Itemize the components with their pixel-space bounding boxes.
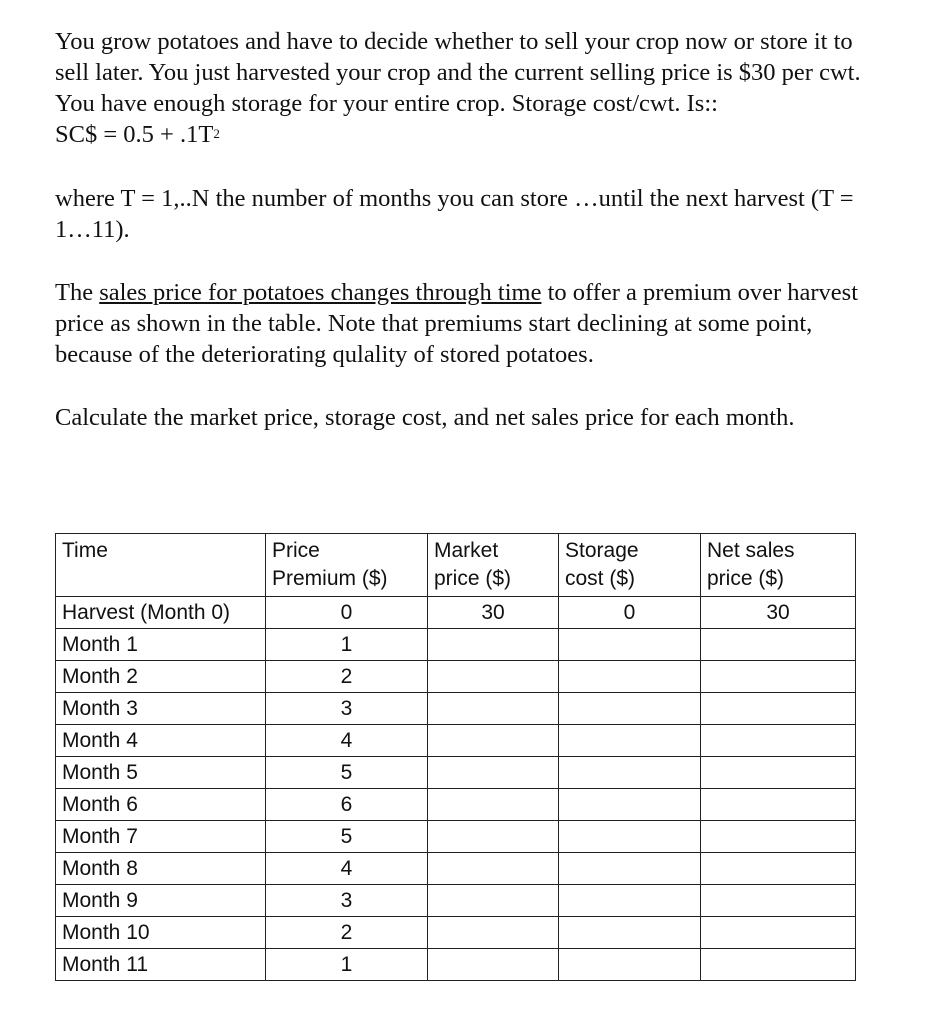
cell-net-sales-price[interactable] bbox=[701, 661, 856, 693]
header-time: Time bbox=[56, 534, 266, 597]
storage-cost-formula bbox=[55, 119, 885, 150]
cell-price-premium: 1 bbox=[266, 629, 428, 661]
cell-price-premium: 4 bbox=[266, 853, 428, 885]
table-row bbox=[56, 949, 856, 981]
cell-price-premium: 4 bbox=[266, 725, 428, 757]
intro-paragraph: You grow potatoes and have to decide whether to sell your crop now or store it to sell later. You just harvested your crop and the current selling price is $30 per cwt. You have enough storage for your entire crop. Storage cost/cwt. Is:: bbox=[55, 28, 861, 117]
problem-text bbox=[55, 26, 885, 433]
sales-lead: The bbox=[55, 279, 100, 306]
cell-storage-cost[interactable] bbox=[559, 789, 701, 821]
cell-storage-cost[interactable] bbox=[559, 917, 701, 949]
cell-market-price[interactable] bbox=[428, 821, 559, 853]
table-row bbox=[56, 917, 856, 949]
cell-market-price[interactable] bbox=[428, 693, 559, 725]
cell-time-label: Month 4 bbox=[56, 725, 266, 757]
cell-market-price[interactable] bbox=[428, 661, 559, 693]
cell-storage-cost[interactable] bbox=[559, 629, 701, 661]
cell-time-label: Month 8 bbox=[56, 853, 266, 885]
cell-time-label: Month 2 bbox=[56, 661, 266, 693]
potato-price-table bbox=[55, 533, 856, 981]
table-row bbox=[56, 757, 856, 789]
cell-storage-cost[interactable] bbox=[559, 661, 701, 693]
cell-time-label: Month 5 bbox=[56, 757, 266, 789]
cell-market-price[interactable] bbox=[428, 885, 559, 917]
table-row bbox=[56, 725, 856, 757]
cell-storage-cost[interactable] bbox=[559, 853, 701, 885]
cell-storage-cost[interactable] bbox=[559, 725, 701, 757]
cell-market-price[interactable] bbox=[428, 757, 559, 789]
table-row bbox=[56, 885, 856, 917]
where-paragraph: where T = 1,..N the number of months you can store …until the next harvest (T = 1…11). bbox=[55, 185, 854, 243]
header-market-price: Market price ($) bbox=[428, 534, 559, 597]
table-row bbox=[56, 789, 856, 821]
cell-price-premium: 5 bbox=[266, 757, 428, 789]
instruction-paragraph: Calculate the market price, storage cost, and net sales price for each month. bbox=[55, 404, 795, 431]
cell-price-premium: 3 bbox=[266, 885, 428, 917]
cell-market-price[interactable] bbox=[428, 725, 559, 757]
cell-net-sales-price[interactable] bbox=[701, 917, 856, 949]
cell-price-premium: 1 bbox=[266, 949, 428, 981]
cell-market-price[interactable] bbox=[428, 789, 559, 821]
formula-text: SC$ = 0.5 + .1T bbox=[55, 121, 214, 148]
cell-net-sales-price[interactable] bbox=[701, 885, 856, 917]
cell-storage-cost[interactable] bbox=[559, 821, 701, 853]
cell-market-price[interactable] bbox=[428, 629, 559, 661]
cell-time-label: Month 7 bbox=[56, 821, 266, 853]
cell-time-label: Harvest (Month 0) bbox=[56, 597, 266, 629]
cell-market-price[interactable] bbox=[428, 949, 559, 981]
table-row bbox=[56, 853, 856, 885]
cell-time-label: Month 1 bbox=[56, 629, 266, 661]
table-row bbox=[56, 597, 856, 629]
header-price-premium: Price Premium ($) bbox=[266, 534, 428, 597]
header-storage-cost: Storage cost ($) bbox=[559, 534, 701, 597]
table-row bbox=[56, 693, 856, 725]
header-net-sales-price: Net sales price ($) bbox=[701, 534, 856, 597]
table-row bbox=[56, 821, 856, 853]
cell-time-label: Month 3 bbox=[56, 693, 266, 725]
table-row bbox=[56, 661, 856, 693]
sales-paragraph bbox=[55, 277, 885, 370]
cell-net-sales-price[interactable] bbox=[701, 757, 856, 789]
table-row bbox=[56, 629, 856, 661]
cell-price-premium: 6 bbox=[266, 789, 428, 821]
cell-net-sales-price[interactable] bbox=[701, 853, 856, 885]
cell-market-price[interactable] bbox=[428, 917, 559, 949]
cell-net-sales-price[interactable] bbox=[701, 821, 856, 853]
cell-price-premium: 3 bbox=[266, 693, 428, 725]
sales-rest: to offer a premium over harvest price as shown in the table. Note that premiums start declining at some point, because of the deteriorating qulality of stored potatoes. bbox=[55, 279, 859, 368]
cell-market-price[interactable] bbox=[428, 853, 559, 885]
cell-time-label: Month 6 bbox=[56, 789, 266, 821]
cell-net-sales-price: 30 bbox=[701, 597, 856, 629]
cell-net-sales-price[interactable] bbox=[701, 789, 856, 821]
cell-storage-cost: 0 bbox=[559, 597, 701, 629]
cell-storage-cost[interactable] bbox=[559, 949, 701, 981]
cell-storage-cost[interactable] bbox=[559, 885, 701, 917]
table-header-row bbox=[56, 534, 856, 597]
cell-price-premium: 2 bbox=[266, 917, 428, 949]
cell-net-sales-price[interactable] bbox=[701, 693, 856, 725]
cell-net-sales-price[interactable] bbox=[701, 629, 856, 661]
cell-price-premium: 5 bbox=[266, 821, 428, 853]
cell-net-sales-price[interactable] bbox=[701, 725, 856, 757]
cell-time-label: Month 10 bbox=[56, 917, 266, 949]
cell-time-label: Month 9 bbox=[56, 885, 266, 917]
formula-exponent: 2 bbox=[213, 126, 220, 141]
cell-time-label: Month 11 bbox=[56, 949, 266, 981]
cell-price-premium: 2 bbox=[266, 661, 428, 693]
cell-market-price: 30 bbox=[428, 597, 559, 629]
cell-price-premium: 0 bbox=[266, 597, 428, 629]
sales-underlined-phrase: sales price for potatoes changes through time bbox=[99, 279, 542, 306]
cell-storage-cost[interactable] bbox=[559, 693, 701, 725]
cell-storage-cost[interactable] bbox=[559, 757, 701, 789]
cell-net-sales-price[interactable] bbox=[701, 949, 856, 981]
